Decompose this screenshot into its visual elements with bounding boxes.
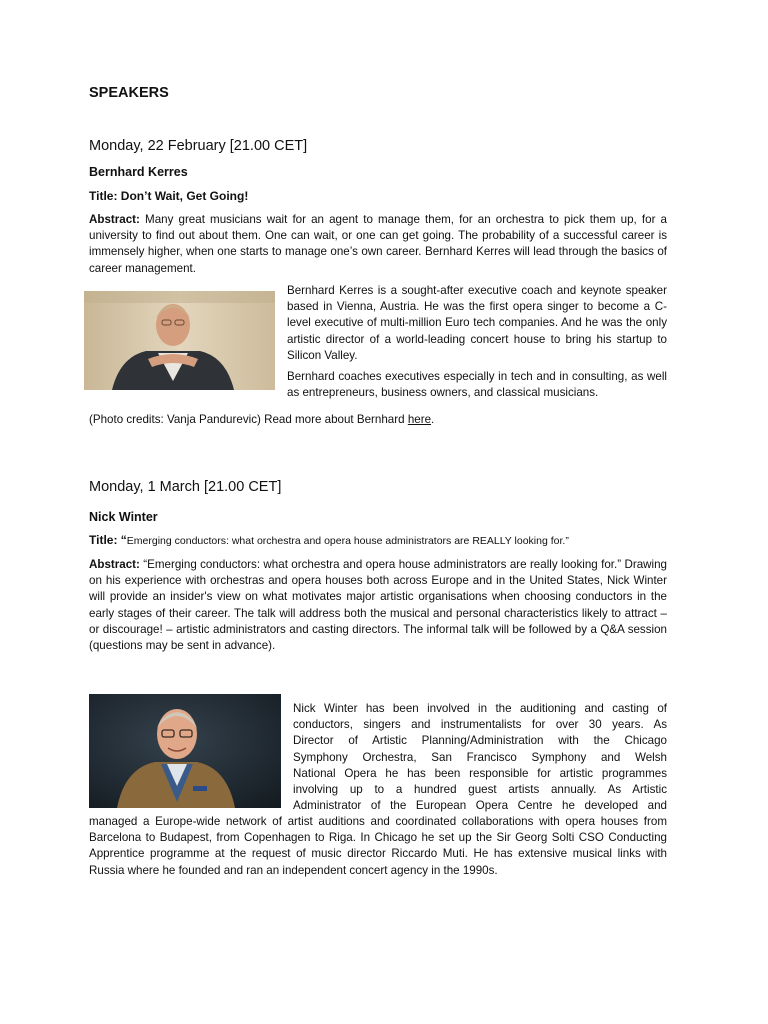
- abstract-label: Abstract:: [89, 558, 140, 571]
- speaker-2-title-block: [89, 533, 667, 547]
- title-label: Title:: [89, 533, 118, 547]
- abstract-text: Many great musicians wait for an agent to manage them, for an orchestra to pick them up, for a university to find out about them. One can wait, or one can get going. The probability of a successful career is immensely higher, when one starts to manage one’s own career. Bernhard Kerres will lead through the basics of career management.: [89, 213, 667, 275]
- speaker-1-title-block: [89, 189, 667, 203]
- speaker-1-abstract-block: [89, 212, 667, 277]
- speaker-2-bio-wrap-block: [293, 701, 667, 814]
- title-quote: “: [120, 533, 127, 547]
- portrait-photo-icon: [89, 694, 281, 808]
- speaker-2-abstract: [89, 557, 667, 654]
- talk-title: Emerging conductors: what orchestra and opera house administrators are REALLY looking for.”: [126, 535, 569, 547]
- speaker-1-bio-1: Bernhard Kerres is a sought-after executive coach and keynote speaker based in Vienna, Austria. He was the first opera singer to become a C-level executive of multi-million Euro tech companies. And he was the only artistic director of a world-leading concert house to bring his startup to Silicon Valley.: [287, 284, 667, 362]
- speaker-1-date-block: [89, 138, 667, 154]
- abstract-label: Abstract:: [89, 213, 140, 226]
- page-heading: SPEAKERS: [89, 85, 169, 101]
- speaker-2-bio-rest: managed a Europe-wide network of artist auditions and coordinated collaborations with opera houses from Barcelona to Budapest, from Copenhagen to Riga. In Chicago he set up the Sir Georg Solti CSO Conducting Apprentice programme at the request of music director Riccardo Muti. He has extensive musical links with Russia where he founded and ran an independent concert agency in the 1990s.: [89, 815, 667, 877]
- bernhard-kerres-photo: [84, 291, 275, 390]
- speaker-1-title: [89, 189, 667, 203]
- talk-title: Don’t Wait, Get Going!: [120, 189, 249, 203]
- speaker-2-abstract-block: [89, 557, 667, 654]
- speaker-2-bio-line-7: Administrator of the European Opera Centre he developed and: [293, 799, 667, 813]
- speaker-1-credits: [89, 412, 667, 428]
- speaker-2-bio-line-4: Symphony Orchestra, San Francisco Symphony and Welsh: [293, 750, 667, 764]
- speaker-2-date: Monday, 1 March [21.00 CET]: [89, 479, 282, 495]
- speaker-1-bio-2: Bernhard coaches executives especially in tech and in consulting, as well as entrepreneurs, business owners, and classical musicians.: [287, 370, 667, 400]
- portrait-photo-icon: [84, 291, 275, 390]
- speaker-1-credits-block: [89, 412, 667, 428]
- speaker-1-name: Bernhard Kerres: [89, 165, 188, 179]
- speaker-2-date-block: [89, 479, 667, 495]
- speaker-2-bio-line-2: conductors, singers and instrumentalists for over 30 years. As: [293, 718, 667, 732]
- speaker-2-bio-line-5: National Opera he has been responsible for artistic programmes: [293, 766, 667, 780]
- speaker-2-name: Nick Winter: [89, 510, 158, 524]
- read-more-link[interactable]: here: [407, 413, 432, 426]
- speaker-2-name-block: [89, 510, 667, 524]
- speaker-1-date: Monday, 22 February [21.00 CET]: [89, 138, 308, 154]
- credits-suffix: .: [431, 413, 435, 426]
- speaker-1-abstract: [89, 212, 667, 277]
- speaker-2-bio-rest-block: [89, 814, 667, 879]
- speaker-2-bio-line-1: Nick Winter has been involved in the auditioning and casting of: [293, 702, 667, 715]
- credits-text: (Photo credits: Vanja Pandurevic) Read more about Bernhard: [89, 413, 405, 426]
- title-label: Title:: [89, 189, 118, 203]
- nick-winter-photo: [89, 694, 281, 808]
- speaker-2-bio-line-3: Director of Artistic Planning/Administration with the Chicago: [293, 734, 667, 748]
- speaker-2-bio-line-6: involving up to a hundred guest artists annually. As Artistic: [293, 783, 667, 797]
- speaker-1-name-block: [89, 165, 667, 179]
- abstract-text: “Emerging conductors: what orchestra and opera house administrators are really looking for.” Drawing on his experience with orchestras and opera houses both across Europe and in the United States, Nick Winter will provide an insider's view on what motivates major artistic organisations when choosing conductors in the early stages of their career. The talk will address both the musical and personal characteristics likely to attract – or discourage! – artistic administrators and casting directors. The informal talk will be followed by a Q&A session (questions may be sent in advance).: [89, 558, 667, 653]
- speaker-1-bio-block: [287, 283, 667, 401]
- speaker-2-title: [89, 533, 667, 547]
